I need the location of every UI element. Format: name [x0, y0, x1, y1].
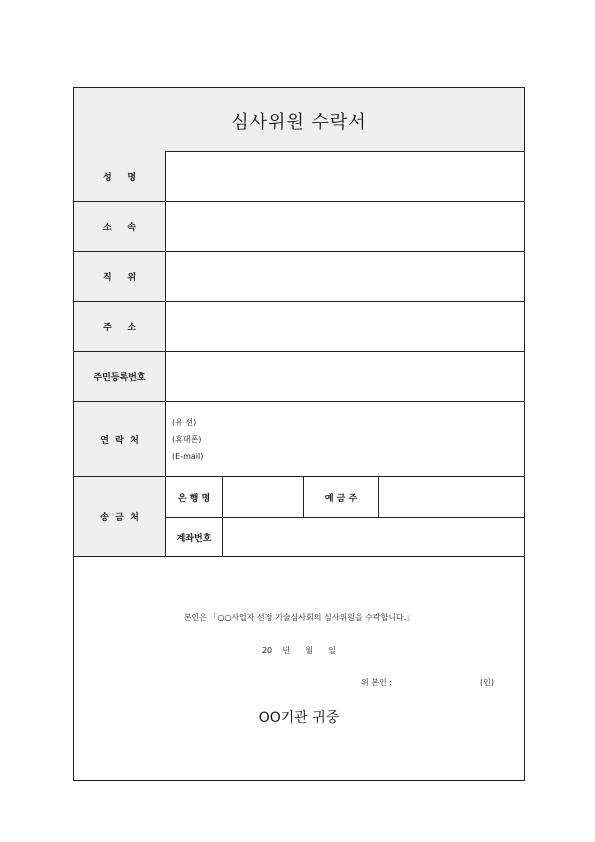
bank-name-field[interactable] — [223, 477, 304, 517]
title-row — [74, 88, 524, 152]
contact-field[interactable] — [166, 402, 524, 476]
contact-email-label: (E-mail) — [172, 452, 204, 461]
label-bank-name: 은 행 명 — [166, 477, 223, 517]
date-line: 20 년 월 일 — [261, 646, 337, 655]
form-title: 심사위원 수락서 — [231, 112, 367, 133]
recipient: OO기관 귀중 — [258, 710, 340, 726]
contact-mobile-label: (휴대폰) — [172, 435, 202, 444]
account-number-field[interactable] — [223, 518, 524, 556]
label-remittance: 송 금 처 — [74, 477, 166, 556]
label-affiliation: 소 속 — [74, 202, 166, 251]
row-position — [74, 252, 524, 302]
row-affiliation — [74, 202, 524, 252]
account-holder-field[interactable] — [379, 477, 524, 517]
row-remittance — [74, 477, 524, 557]
seal-mark: (인) — [480, 678, 494, 687]
label-name: 성 명 — [74, 151, 166, 201]
row-name — [74, 151, 524, 202]
declaration-text: 본인은 「○○사업자 선정 기술심사회의 심사위원을 수락합니다.」 — [183, 613, 415, 622]
contact-lines — [172, 414, 203, 465]
name-field[interactable] — [166, 151, 524, 201]
row-resident-number — [74, 352, 524, 402]
label-address: 주 소 — [74, 302, 166, 351]
signer-label: 위 본인 : — [361, 678, 392, 687]
row-contact — [74, 402, 524, 477]
address-field[interactable] — [166, 302, 524, 351]
resident-number-field[interactable] — [166, 352, 524, 401]
label-contact: 연 락 처 — [74, 402, 166, 476]
label-position: 직 위 — [74, 252, 166, 301]
label-resident-number: 주민등록번호 — [74, 352, 166, 401]
position-field[interactable] — [166, 252, 524, 301]
acceptance-form — [73, 87, 525, 781]
contact-landline-label: (유 선) — [172, 418, 197, 427]
affiliation-field[interactable] — [166, 202, 524, 251]
label-account-holder: 예 금 주 — [304, 477, 379, 517]
row-address — [74, 302, 524, 352]
label-account-number: 계좌번호 — [166, 518, 223, 556]
